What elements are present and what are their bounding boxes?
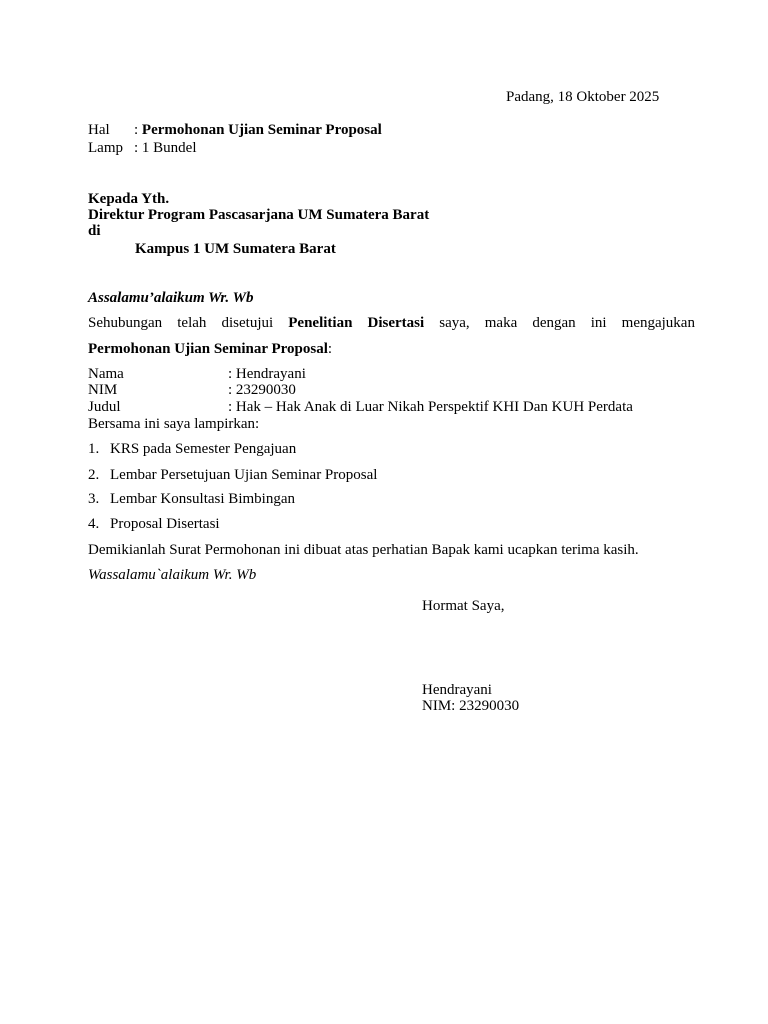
subject-row [88, 121, 382, 139]
field-label: NIM [88, 382, 118, 398]
attachments-intro: Bersama ini saya lampirkan: [88, 416, 260, 432]
place-date: Padang, 18 Oktober 2025 [506, 89, 660, 105]
list-text: Lembar Persetujuan Ujian Seminar Proposal [110, 467, 378, 483]
list-item [88, 466, 377, 484]
list-number: 2. [88, 467, 100, 483]
list-text: Lembar Konsultasi Bimbingan [110, 491, 295, 507]
subject-separator: : [134, 122, 142, 138]
signature-regards: Hormat Saya, [422, 598, 505, 614]
list-number: 3. [88, 491, 100, 507]
subject-label: Hal [88, 122, 110, 138]
field-row-nim [88, 381, 296, 399]
field-value: : Hendrayani [228, 366, 306, 382]
intro-line-2 [88, 340, 695, 358]
intro-text-3: : [327, 341, 333, 357]
intro-line-1 [88, 314, 695, 332]
list-number: 1. [88, 441, 100, 457]
signature-name: Hendrayani [422, 682, 492, 698]
field-label: Nama [88, 366, 124, 382]
closing-text: Demikianlah Surat Permohonan ini dibuat atas perhatian Bapak kami ucapkan terima kasih. [88, 542, 639, 558]
subject-value: Permohonan Ujian Seminar Proposal [141, 122, 382, 138]
intro-text-1: Sehubungan telah disetujui [88, 315, 289, 331]
list-text: KRS pada Semester Pengajuan [110, 441, 297, 457]
farewell: Wassalamu`alaikum Wr. Wb [88, 567, 257, 583]
attachment-row [88, 139, 197, 157]
list-item [88, 515, 220, 533]
recipient-title: Direktur Program Pascasarjana UM Sumatera Barat [88, 207, 430, 223]
signature-nim: NIM: 23290030 [422, 698, 520, 714]
list-item [88, 440, 296, 458]
list-item [88, 490, 295, 508]
greeting: Assalamu’alaikum Wr. Wb [88, 290, 254, 306]
field-row-title [88, 398, 633, 416]
attachment-value: : 1 Bundel [134, 140, 197, 156]
intro-text-2: saya, maka dengan ini mengajukan [424, 315, 695, 331]
recipient-salutation: Kepada Yth. [88, 191, 170, 207]
recipient-location: Kampus 1 UM Sumatera Barat [135, 241, 336, 257]
intro-bold-1: Penelitian Disertasi [288, 315, 425, 331]
recipient-di: di [88, 223, 101, 239]
list-number: 4. [88, 516, 100, 532]
field-value: : Hak – Hak Anak di Luar Nikah Perspektif KHI Dan KUH Perdata [228, 399, 633, 415]
field-value: : 23290030 [228, 382, 296, 398]
list-text: Proposal Disertasi [110, 516, 220, 532]
field-label: Judul [88, 399, 121, 415]
attachment-label: Lamp [88, 140, 123, 156]
intro-bold-2: Permohonan Ujian Seminar Proposal [88, 341, 328, 357]
